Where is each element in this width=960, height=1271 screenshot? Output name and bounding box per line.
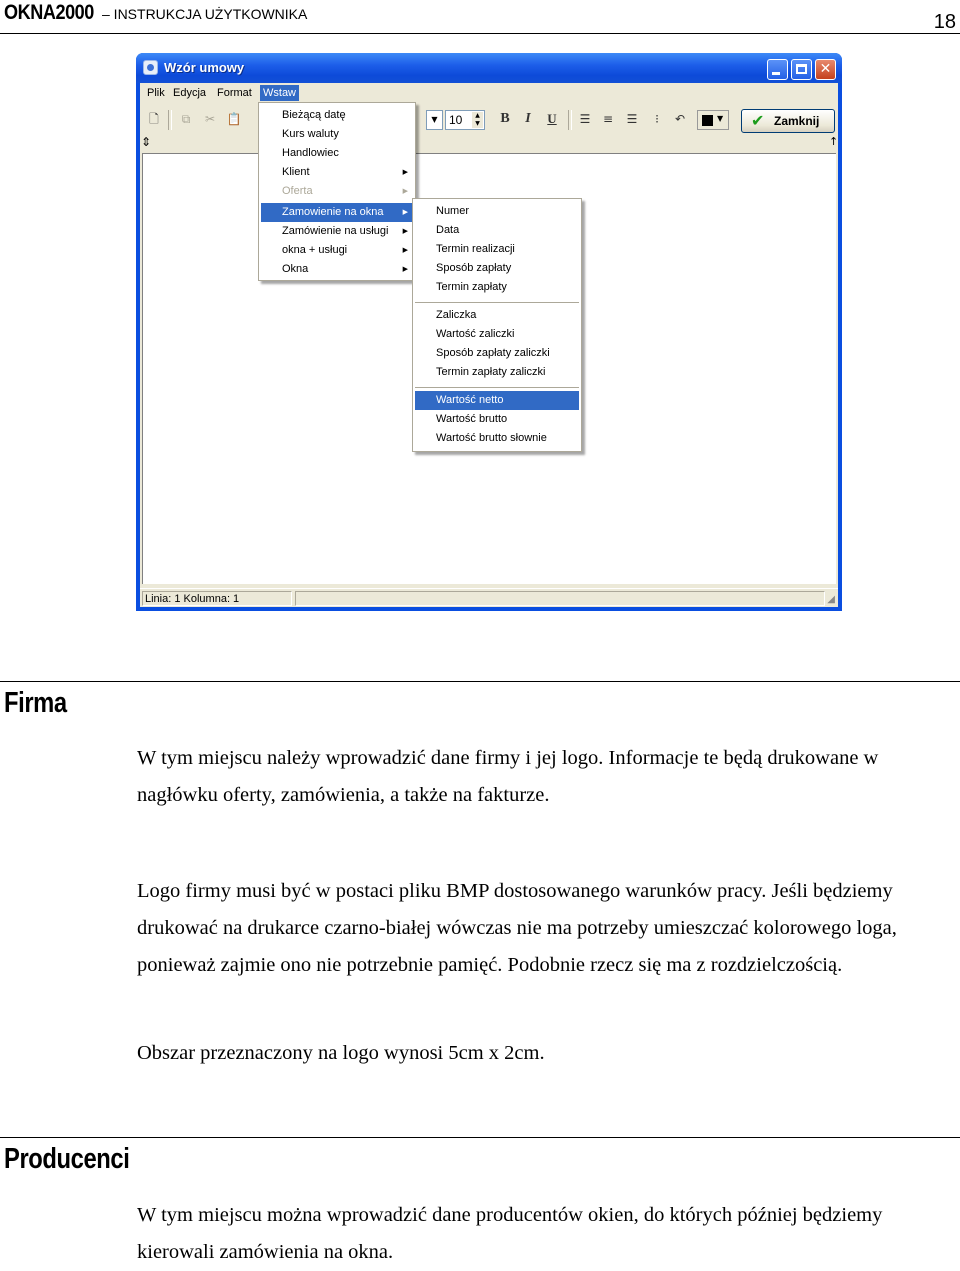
submenu-item[interactable]: [415, 363, 579, 382]
menu-item-label: Sposób zapłaty zaliczki: [436, 347, 550, 359]
menu-item-label: Numer: [436, 205, 470, 217]
menu-plik[interactable]: Plik: [147, 87, 165, 99]
maximize-button[interactable]: [791, 59, 812, 80]
submenu-item[interactable]: [415, 344, 579, 363]
menu-item-label: okna + usługi: [282, 244, 348, 256]
menu-item-label: Data: [436, 224, 460, 236]
submenu-item-highlighted[interactable]: [415, 391, 579, 410]
menu-item-label: Wartość brutto: [436, 413, 508, 425]
submenu-arrow-icon: ▶: [402, 187, 408, 195]
insert-windows[interactable]: [261, 260, 413, 279]
menu-item-label: Zamowienie na okna: [282, 206, 384, 218]
color-swatch: [702, 115, 713, 126]
paragraph: W tym miejscu należy wprowadzić dane firmy i jej logo. Informacje te będą drukowane w nagłówku oferty, zamówienia, a także na fakturze.: [137, 747, 879, 806]
menu-item-label: Wartość netto: [436, 394, 504, 406]
submenu-item[interactable]: [415, 221, 579, 240]
insert-current-date[interactable]: [261, 106, 413, 125]
menu-item-label: Oferta: [282, 185, 313, 197]
submenu-arrow-icon: ▶: [402, 265, 408, 273]
align-right-icon[interactable]: ☰: [626, 112, 638, 126]
menu-edycja[interactable]: Edycja: [173, 87, 207, 99]
submenu-item[interactable]: [415, 429, 579, 448]
bold-button[interactable]: B: [500, 111, 510, 126]
italic-button[interactable]: I: [525, 111, 531, 126]
submenu-item[interactable]: [415, 325, 579, 344]
menu-item-label: Handlowiec: [282, 147, 339, 159]
left-indent-marker-icon[interactable]: ⇕: [141, 135, 152, 149]
window-title: Wzór umowy: [164, 60, 245, 75]
font-size-value: 10: [449, 113, 463, 127]
menu-format[interactable]: Format: [217, 87, 252, 99]
paragraph: Obszar przeznaczony na logo wynosi 5cm x 2cm.: [137, 1042, 545, 1064]
menu-wstaw[interactable]: Wstaw: [260, 85, 299, 101]
undo-icon[interactable]: ↶: [674, 112, 686, 126]
paragraph: Logo firmy musi być w postaci pliku BMP dostosowanego warunków pracy. Jeśli będziemy drukować na drukarce czarno-białej wówczas nie ma potrzeby umieszczać kolorowego loga, ponieważ zajmie ono nie potrzebnie pamięć. Podobnie rzecz się ma z rozdzielczością.: [137, 880, 897, 976]
section-title-firma: Firma: [4, 687, 67, 719]
menu-item-label: Klient: [282, 166, 310, 178]
menu-item-label: Wartość zaliczki: [436, 328, 515, 340]
menu-bar: [140, 83, 838, 103]
font-size-spinner[interactable]: ▲ ▼: [472, 112, 483, 128]
text-color-icon[interactable]: [697, 110, 729, 130]
close-window-button[interactable]: [815, 59, 836, 80]
menu-item-label: Zamówienie na usługi: [282, 225, 389, 237]
submenu-arrow-icon: ▶: [402, 168, 408, 176]
paragraph: W tym miejscu można wprowadzić dane producentów okien, do których później będziemy kierowali zamówienia na okna.: [137, 1204, 883, 1263]
paste-icon[interactable]: 📋: [226, 112, 242, 126]
formatting-toolbar: [140, 105, 838, 135]
section-rule: [0, 1137, 960, 1138]
submenu-arrow-icon: ▶: [402, 246, 408, 254]
window-order-submenu: [412, 198, 582, 452]
insert-service-order[interactable]: [261, 222, 413, 241]
menu-separator: [415, 302, 579, 303]
bullet-list-icon[interactable]: ⁝: [655, 112, 659, 126]
header-rule: [0, 33, 960, 34]
toolbar-separator: [168, 110, 172, 130]
document-brand: OKNA2000: [4, 1, 94, 24]
submenu-arrow-icon: ▶: [402, 208, 408, 216]
page-number: 18: [933, 11, 956, 33]
close-icon: ✕: [819, 61, 832, 77]
status-panel: [295, 591, 825, 606]
insert-salesperson[interactable]: [261, 144, 413, 163]
menu-item-label: Wartość brutto słownie: [436, 432, 547, 444]
menu-item-label: Bieżącą datę: [282, 109, 346, 121]
copy-icon[interactable]: ⧉: [181, 112, 191, 126]
ruler: [140, 137, 838, 151]
chevron-down-icon: ▼: [717, 114, 724, 123]
menu-item-label: Termin zapłaty: [436, 281, 507, 293]
font-name-dropdown-arrow[interactable]: ▼: [426, 110, 443, 130]
insert-client[interactable]: [261, 163, 413, 182]
cut-icon[interactable]: ✂: [204, 112, 216, 126]
font-size-field[interactable]: [445, 110, 485, 130]
resize-grip-icon[interactable]: ◢: [827, 594, 835, 605]
menu-item-label: Sposób zapłaty: [436, 262, 512, 274]
insert-window-order[interactable]: [261, 203, 413, 222]
document-subtitle: – INSTRUKCJA UŻYTKOWNIKA: [102, 6, 308, 22]
align-center-icon[interactable]: ≡: [602, 112, 614, 126]
new-document-icon[interactable]: 🗋: [149, 112, 159, 126]
submenu-arrow-icon: ▶: [402, 227, 408, 235]
align-left-icon[interactable]: ☰: [579, 112, 591, 126]
underline-button[interactable]: U: [547, 111, 557, 126]
menu-item-label: Zaliczka: [436, 309, 477, 321]
submenu-item[interactable]: [415, 202, 579, 221]
window-titlebar[interactable]: [136, 53, 842, 83]
section-rule: [0, 681, 960, 682]
cursor-position: Linia: 1 Kolumna: 1: [142, 591, 292, 606]
submenu-item[interactable]: [415, 306, 579, 325]
checkmark-icon: ✔: [751, 111, 765, 130]
menu-separator: [415, 387, 579, 388]
app-icon: [143, 60, 158, 75]
menu-item-label: Termin realizacji: [436, 243, 515, 255]
menu-item-label: Kurs waluty: [282, 128, 339, 140]
section-title-producenci: Producenci: [4, 1143, 130, 1175]
status-bar: [140, 588, 838, 608]
submenu-item[interactable]: [415, 240, 579, 259]
zamknij-button-label: Zamknij: [774, 114, 820, 128]
menu-item-label: Okna: [282, 263, 309, 275]
toolbar-separator: [568, 110, 572, 130]
submenu-item[interactable]: [415, 259, 579, 278]
minimize-button[interactable]: [767, 59, 788, 80]
submenu-item[interactable]: [415, 278, 579, 297]
menu-item-label: Termin zapłaty zaliczki: [436, 366, 546, 378]
submenu-item[interactable]: [415, 410, 579, 429]
document-header: [0, 0, 960, 34]
insert-windows-services[interactable]: [261, 241, 413, 260]
insert-exchange-rate[interactable]: [261, 125, 413, 144]
right-indent-marker-icon[interactable]: ↑: [829, 135, 839, 148]
insert-menu: [258, 102, 416, 281]
zamknij-button[interactable]: [741, 109, 835, 133]
insert-offer: [261, 182, 413, 201]
